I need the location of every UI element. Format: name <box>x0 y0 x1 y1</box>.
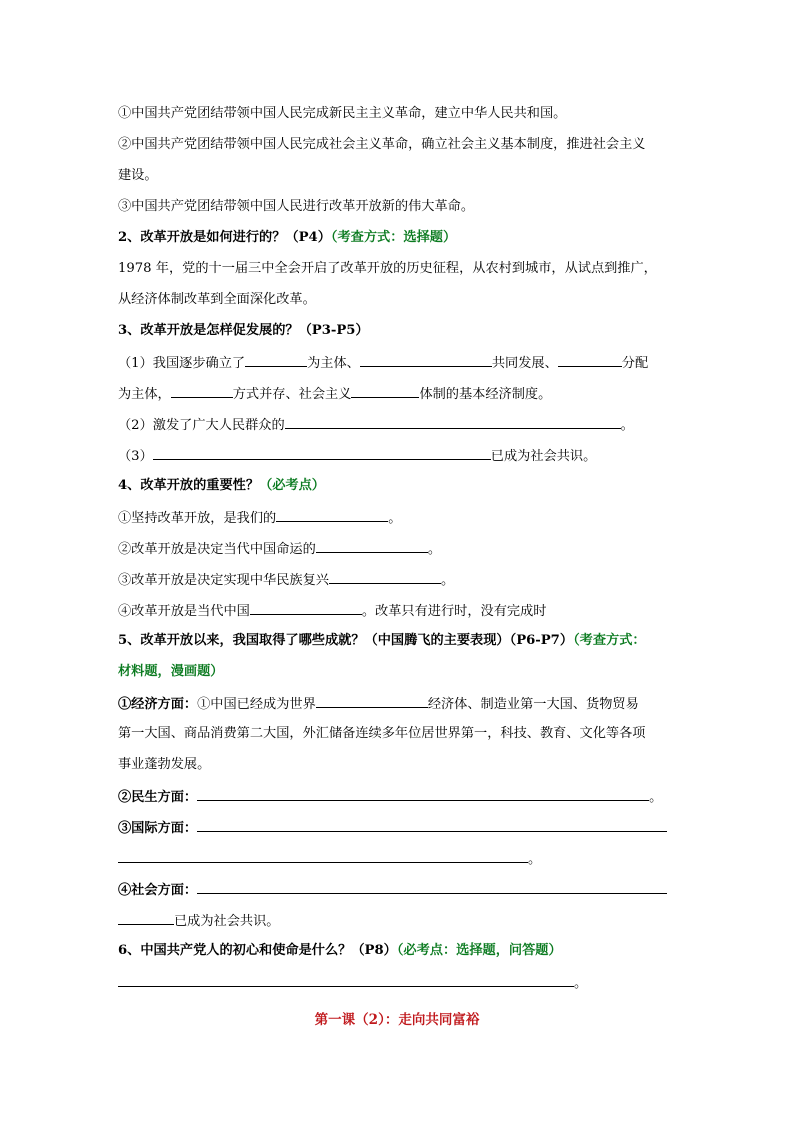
paragraph: 建设。 <box>118 168 158 183</box>
question-2 <box>118 229 456 247</box>
fill-line <box>118 787 662 807</box>
fill-line <box>118 973 587 993</box>
fill-line <box>118 694 639 714</box>
text: ①坚持改革开放，是我们的 <box>118 511 277 526</box>
text: 共同发展、 <box>491 356 558 371</box>
paragraph: ②中国共产党团结带领中国人民完成社会主义革命，确立社会主义基本制度，推进社会主义 <box>118 137 646 152</box>
section-heading: 第一课（2）：走向共同富裕 <box>314 1012 480 1028</box>
text: 。 <box>649 790 663 805</box>
item-label: ④社会方面： <box>118 883 198 898</box>
fill-line <box>118 849 541 869</box>
question-tag: （必考点） <box>259 478 325 493</box>
fill-line <box>118 508 401 528</box>
question-title: 4、改革开放的重要性？ <box>118 478 260 493</box>
text: （1）我国逐步确立了 <box>118 356 246 371</box>
paragraph: 1978 年，党的十一届三中全会开启了改革开放的历史征程，从农村到城市，从试点到推广， <box>118 261 657 276</box>
text: 体制的基本经济制度。 <box>419 387 552 402</box>
fill-line <box>118 539 441 559</box>
answer-blank[interactable] <box>197 818 667 832</box>
answer-blank[interactable] <box>276 508 388 522</box>
question-6 <box>118 942 562 960</box>
fill-line <box>118 570 454 590</box>
paragraph: 从经济体制改革到全面深化改革。 <box>118 292 316 307</box>
answer-blank[interactable] <box>351 384 419 398</box>
fill-line <box>118 880 667 900</box>
question-5 <box>118 632 646 650</box>
text: 。 <box>441 573 455 588</box>
answer-blank[interactable] <box>171 384 233 398</box>
answer-blank[interactable] <box>558 353 622 367</box>
answer-blank[interactable] <box>197 880 667 894</box>
text: 。改革只有进行时，没有完成时 <box>361 604 547 619</box>
question-tag: （考查方式：选择题） <box>330 230 457 245</box>
text: ③改革开放是决定实现中华民族复兴 <box>118 573 329 588</box>
text: ②改革开放是决定当代中国命运的 <box>118 542 316 557</box>
fill-line <box>118 415 634 435</box>
paragraph: ③中国共产党团结带领中国人民进行改革开放新的伟大革命。 <box>118 199 475 214</box>
question-4 <box>118 477 325 495</box>
text: （3） <box>118 449 153 464</box>
fill-line <box>118 446 596 466</box>
answer-blank[interactable] <box>118 849 528 863</box>
text: 经济体、制造业第一大国、货物贸易 <box>427 697 639 712</box>
text: 为主体、 <box>307 356 360 371</box>
question-3-title: 3、改革开放是怎样促发展的？（P3-P5） <box>118 323 369 338</box>
question-title: 5、改革开放以来，我国取得了哪些成就？（中国腾飞的主要表现）（P6-P7） <box>118 633 574 648</box>
answer-blank[interactable] <box>285 415 621 429</box>
item-label: ①经济方面： <box>118 697 198 712</box>
text: 。 <box>620 418 634 433</box>
fill-line <box>118 818 667 838</box>
answer-blank[interactable] <box>316 694 428 708</box>
paragraph: ①中国共产党团结带领中国人民完成新民主主义革命，建立中华人民共和国。 <box>118 106 567 121</box>
text: 已成为社会共识。 <box>174 914 280 929</box>
text: 分配 <box>621 356 649 371</box>
answer-blank[interactable] <box>316 539 428 553</box>
question-title: 6、中国共产党人的初心和使命是什么？（P8） <box>118 943 397 958</box>
text: 。 <box>388 511 402 526</box>
item-label: ③国际方面： <box>118 821 198 836</box>
fill-line <box>118 911 280 931</box>
text: ④改革开放是当代中国 <box>118 604 250 619</box>
text: 。 <box>574 976 588 991</box>
text: 。 <box>528 852 542 867</box>
paragraph: 事业蓬勃发展。 <box>118 757 211 772</box>
text: （2）激发了广大人民群众的 <box>118 418 285 433</box>
answer-blank[interactable] <box>118 973 574 987</box>
answer-blank[interactable] <box>250 601 362 615</box>
question-title: 2、改革开放是如何进行的？（P4） <box>118 230 331 245</box>
fill-line <box>118 601 547 621</box>
answer-blank[interactable] <box>197 787 649 801</box>
answer-blank[interactable] <box>153 446 491 460</box>
fill-line <box>118 353 648 373</box>
answer-blank[interactable] <box>329 570 441 584</box>
text: 方式并存、社会主义 <box>232 387 352 402</box>
text: ①中国已经成为世界 <box>197 697 316 712</box>
text: 为主体， <box>118 387 171 402</box>
text: 。 <box>427 542 441 557</box>
answer-blank[interactable] <box>118 911 174 925</box>
answer-blank[interactable] <box>360 353 492 367</box>
question-tag: 材料题，漫画题） <box>118 664 224 679</box>
fill-line <box>118 384 551 404</box>
question-tag: （必考点：选择题，问答题） <box>396 943 562 958</box>
answer-blank[interactable] <box>245 353 307 367</box>
paragraph: 第一大国、商品消费第二大国，外汇储备连续多年位居世界第一，科技、教育、文化等各项 <box>118 726 646 741</box>
question-tag: （考查方式： <box>573 633 646 648</box>
item-label: ②民生方面： <box>118 790 198 805</box>
text: 已成为社会共识。 <box>490 449 597 464</box>
